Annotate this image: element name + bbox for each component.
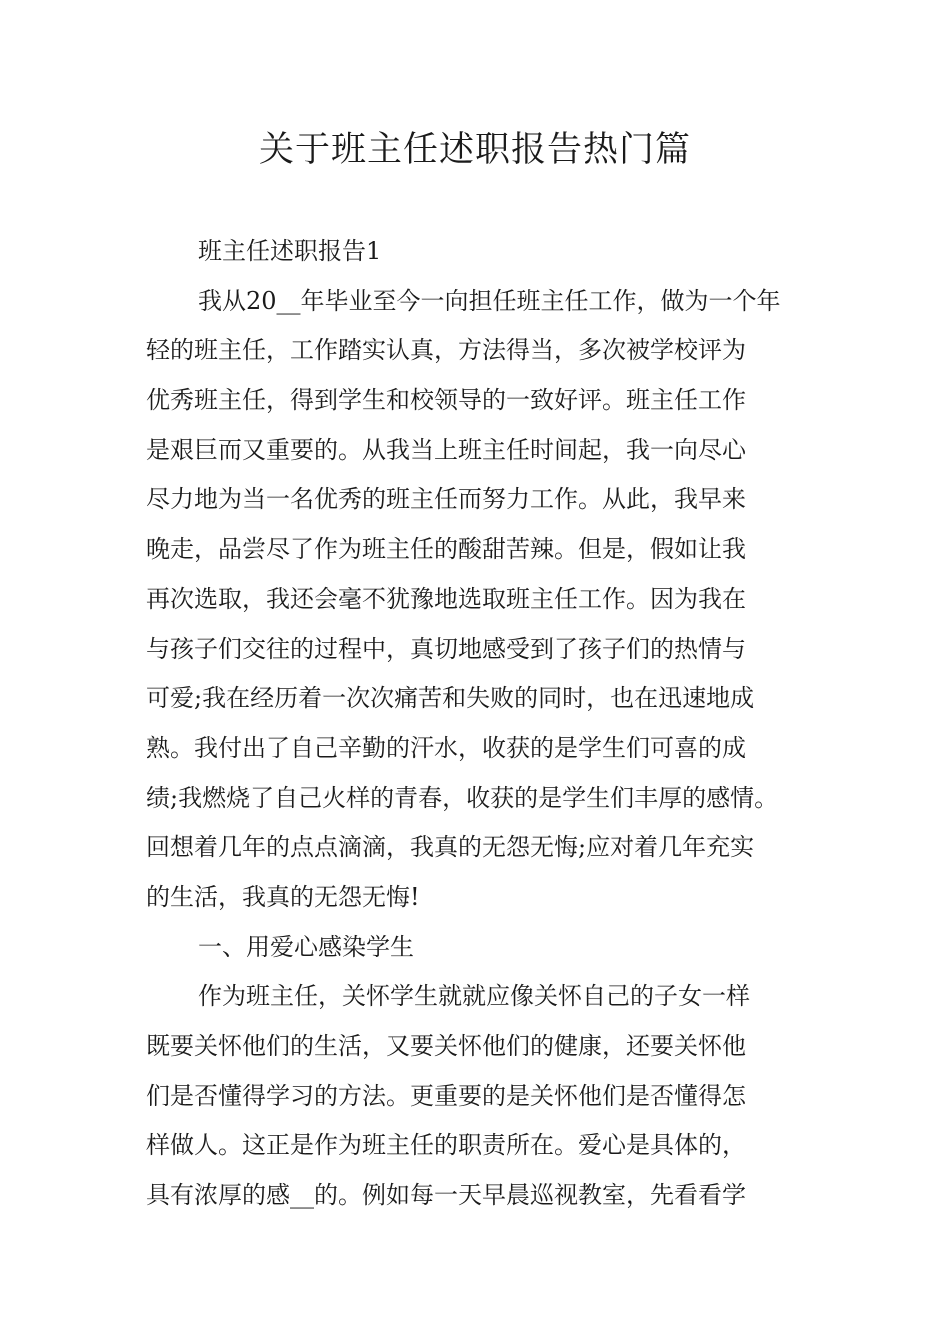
text-line: 可爱;我在经历着一次次痛苦和失败的同时，也在迅速地成 — [146, 684, 755, 713]
text-line: 绩;我燃烧了自己火样的青春，收获的是学生们丰厚的感情。 — [146, 783, 779, 812]
text-line: 熟。我付出了自己辛勤的汗水，收获的是学生们可喜的成 — [146, 733, 746, 762]
text-line: 们是否懂得学习的方法。更重要的是关怀他们是否懂得怎 — [146, 1081, 746, 1110]
text-line: 尽力地为当一名优秀的班主任而努力工作。从此，我早来 — [146, 485, 746, 514]
text-line: 轻的班主任，工作踏实认真，方法得当，多次被学校评为 — [146, 336, 746, 365]
text-line: 优秀班主任，得到学生和校领导的一致好评。班主任工作 — [146, 386, 746, 415]
text-line: 是艰巨而又重要的。从我当上班主任时间起，我一向尽心 — [146, 435, 746, 464]
text-line: 晚走，品尝尽了作为班主任的酸甜苦辣。但是，假如让我 — [146, 535, 746, 564]
document-body — [146, 227, 816, 1221]
text-line: 具有浓厚的感__的。例如每一天早晨巡视教室，先看看学 — [146, 1181, 746, 1210]
text-line: 既要关怀他们的生活，又要关怀他们的健康，还要关怀他 — [146, 1032, 746, 1060]
text-line: 一、用爱心感染学生 — [198, 932, 414, 961]
text-line: 作为班主任，关怀学生就就应像关怀自己的子女一样 — [198, 982, 750, 1011]
text-line: 班主任述职报告1 — [198, 237, 382, 265]
text-line: 与孩子们交往的过程中，真切地感受到了孩子们的热情与 — [146, 634, 746, 663]
text-line: 的生活，我真的无怨无悔! — [146, 882, 420, 911]
text-line: 再次选取，我还会毫不犹豫地选取班主任工作。因为我在 — [146, 584, 746, 613]
text-line: 回想着几年的点点滴滴，我真的无怨无悔;应对着几年充实 — [146, 833, 755, 862]
text-line: 我从20__年毕业至今一向担任班主任工作，做为一个年 — [198, 286, 781, 315]
text-line: 样做人。这正是作为班主任的职责所在。爱心是具体的， — [146, 1131, 746, 1160]
document-title: 关于班主任述职报告热门篇 — [258, 130, 691, 170]
